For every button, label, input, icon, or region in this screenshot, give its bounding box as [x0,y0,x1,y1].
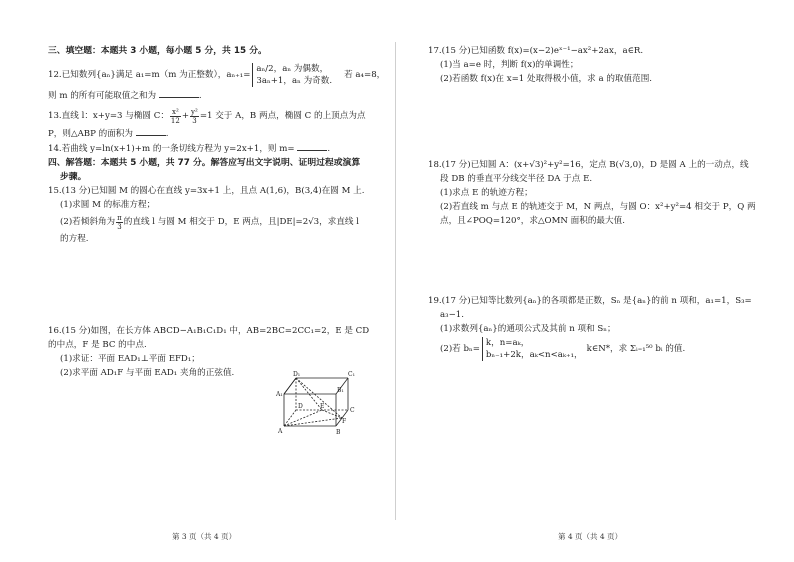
question-12: 12.已知数列{aₙ}满足 a₁=m（m 为正整数），aₙ₊₁= aₙ/2，aₙ 为偶数， 3aₙ+1，aₙ 为奇数. 若 a₄=8， 则 m 的所有可能取值之和为 . [48,64,386,101]
q13-line2: P，则△ABP 的面积为 [48,129,133,139]
q12-line2: 则 m 的所有可能取值之和为 [48,91,157,101]
q19-part1: (1)求数列{aₙ}的通项公式及其前 n 项和 Sₙ； [440,324,616,334]
q19-part2-pre: (2)若 bₙ= [440,344,480,354]
q18-part2-line2: 点，且∠POQ=120°，求△OMN 面积的最大值. [440,216,625,226]
q12-case-odd: 3aₙ+1，aₙ 为奇数. [256,76,333,86]
q18-part1: (1)求点 E 的轨迹方程； [440,188,533,198]
q14-text: 14.若曲线 y=ln(x+1)+m 的一条切线方程为 y=2x+1，则 m= [48,144,295,154]
q19-line1: 19.(17 分)已知等比数列{aₙ}的各项都是正数，Sₙ 是{aₙ}的前 n 项和，a₁=1，S₃= [428,296,752,306]
q19-line2: a₃−1. [440,310,464,320]
label-A: A [278,428,283,435]
label-B1: B₁ [337,387,344,394]
q12-answer-blank[interactable] [159,88,199,98]
q17-part1: (1)当 a=e 时，判断 f(x)的单调性； [440,60,579,70]
q19-part2-post: k∈N*，求 Σᵢ₌₁⁵⁰ bᵢ 的值. [586,344,686,354]
left-page [48,44,386,380]
question-15 [48,184,378,246]
label-A1: A₁ [276,391,283,398]
question-13: 13.直线 l：x+y=3 与椭圆 C： $\frac{\text{x²}}{12}$ + $\frac{\text{y²}}{3}$ =1 交于 A，B 两点，椭圆 C 的上顶点为点 P，则△ABP 的面积为 . [48,107,366,139]
q17-part2: (2)若函数 f(x)在 x=1 处取得极小值，求 a 的取值范围. [440,74,653,84]
q14-answer-blank[interactable] [297,141,327,151]
page-divider [395,42,396,520]
label-D1: D₁ [293,371,301,378]
q19-case2: bₙ₋₁+2k，aₖ<n<aₖ₊₁， [485,350,583,360]
q15-line1: 15.(13 分)已知圆 M 的圆心在直线 y=3x+1 上，且点 A(1,6)，B(3,4)在圆 M 上. [48,186,365,196]
q13-frac-x: $\frac{\text{x²}}{12}$ [170,107,180,125]
section-4-title-line2: 步骤。 [60,172,87,182]
question-17 [428,44,750,86]
q17-line1: 17.(15 分)已知函数 f(x)=(x−2)eˣ⁻¹−ax²+2ax，a∈R. [428,46,644,56]
q15-frac-angle: $\frac{\pi}{3}$ [117,213,122,231]
section-3-title: 三、填空题：本题共 3 小题，每小题 5 分，共 15 分。 [48,46,267,56]
q13-line1-post: =1 交于 A，B 两点，椭圆 C 的上顶点为点 [199,111,366,121]
label-C: C [350,407,355,414]
section-4-title: 四、解答题：本题共 5 小题，共 77 分。解答应写出文字说明、证明过程或演算 [48,158,361,168]
question-19 [428,294,750,362]
q19-case1: k，n=aₖ， [485,338,530,348]
q12-prefix: 12.已知数列{aₙ}满足 a₁=m（m 为正整数），aₙ₊₁= [48,70,251,80]
q15-part2-pre: (2)若倾斜角为 [60,217,116,227]
q13-frac-y: $\frac{\text{y²}}{3}$ [191,107,198,125]
label-D: D [298,403,303,410]
right-page [428,44,756,362]
q12-piecewise [252,63,332,87]
q13-answer-blank[interactable] [136,126,166,136]
q16-part1: (1)求证：平面 EAD₁⊥平面 EFD₁； [60,354,200,364]
q12-case-even: aₙ/2，aₙ 为偶数， [256,64,329,74]
q16-part2: (2)求平面 AD₁F 与平面 EAD₁ 夹角的正弦值. [60,368,235,378]
cuboid-figure [272,370,362,436]
left-page-footer: 第 3 页（共 4 页） [172,532,237,541]
question-18 [428,158,756,228]
q18-line1: 18.(17 分)已知圆 A：(x+√3)²+y²=16，定点 B(√3,0)，D 是圆 A 上的一动点，线 [428,160,749,170]
q12-suffix: 若 a₄=8， [344,70,386,80]
q18-line2: 段 DB 的垂直平分线交半径 DA 于点 E. [440,174,593,184]
q15-part1: (1)求圆 M 的标准方程； [60,200,156,210]
right-page-footer: 第 4 页（共 4 页） [558,532,623,541]
q18-part2: (2)若直线 m 与点 E 的轨迹交于 M，N 两点，与圆 O：x²+y²=4 相交于 P，Q 两 [440,202,756,212]
q15-part2-post: 的直线 l 与圆 M 相交于 D，E 两点，且|DE|=2√3，求直线 l [123,217,360,227]
label-B: B [336,429,341,436]
label-C1: C₁ [348,371,355,378]
q16-line2: 的中点，F 是 BC 的中点. [48,340,147,350]
q13-line1-pre: 13.直线 l：x+y=3 与椭圆 C： [48,111,169,121]
label-F: F [342,418,347,425]
question-14: 14.若曲线 y=ln(x+1)+m 的一条切线方程为 y=2x+1，则 m= . [48,141,378,156]
q15-part2-line2: 的方程. [60,234,89,244]
label-E: E [320,403,325,410]
q19-piecewise [482,337,583,361]
q16-line1: 16.(15 分)如图，在长方体 ABCD−A₁B₁C₁D₁ 中，AB=2BC=2CC₁=2，E 是 CD [48,326,370,336]
